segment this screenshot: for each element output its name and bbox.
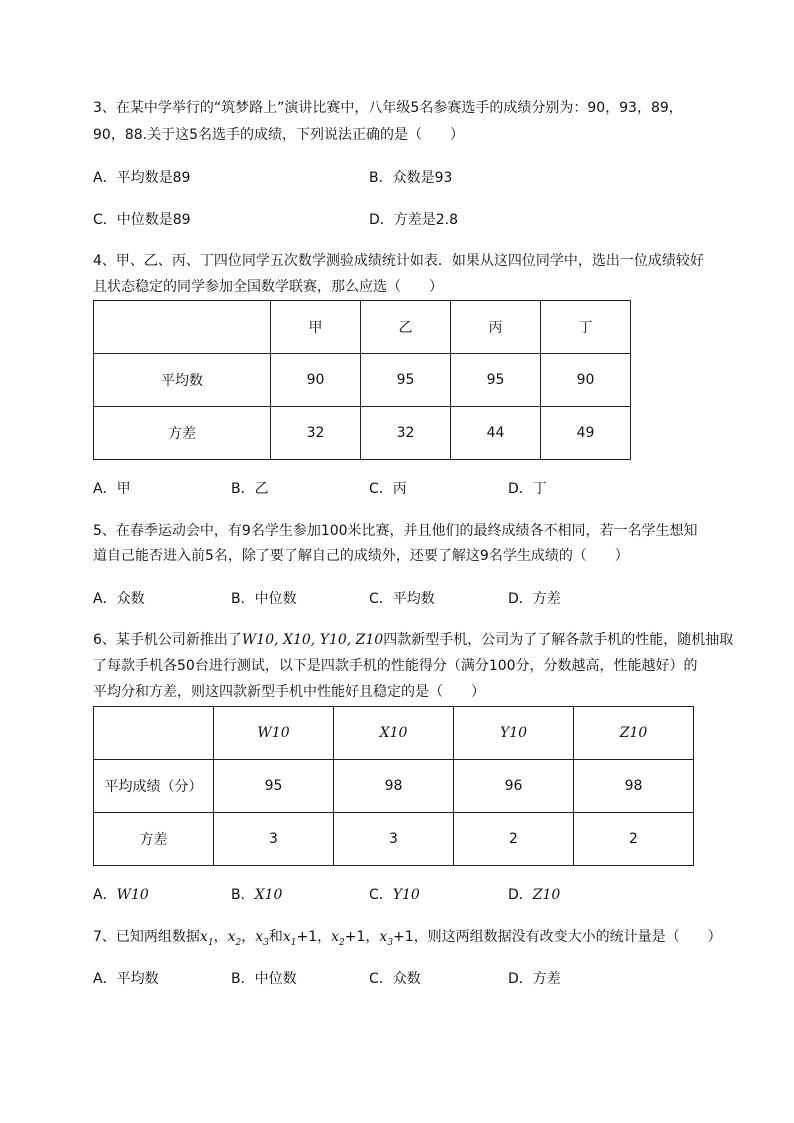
q6-table-cell: 2 [574, 813, 694, 866]
q4-option-b: B．乙 [231, 481, 269, 497]
q6-option-b [231, 885, 282, 905]
q6-model-names: W10, X10, Y10, Z10 [241, 632, 384, 648]
q6-option-d-value: Z10 [532, 887, 561, 903]
q5-line-2: 道自己能否进入前5名，除了要了解自己的成绩外，还要了解这9名学生成绩的（ ） [93, 548, 629, 564]
q5-option-d: D．方差 [508, 591, 561, 607]
q4-table-cell: 32 [271, 407, 361, 460]
q6-table-corner [94, 707, 214, 760]
q4-table-corner [94, 301, 271, 354]
q4-table-header: 甲 [271, 301, 361, 354]
q6-table-row [94, 813, 694, 866]
q7-plus1: +1 [344, 929, 366, 945]
q5-option-a: A．众数 [93, 591, 145, 607]
q4-table [93, 300, 631, 460]
q4-option-c: C．丙 [369, 481, 407, 497]
q7-sep: ， [241, 929, 256, 945]
q4-line-2: 且状态稳定的同学参加全国数学联赛，那么应选（ ） [93, 279, 443, 295]
q3-option-b: B．众数是93 [369, 170, 453, 186]
q7-line-1 [93, 927, 722, 953]
q6-option-d-prefix: D． [508, 887, 533, 903]
q4-option-d: D．丁 [508, 481, 547, 497]
q4-table-cell: 32 [361, 407, 451, 460]
q3-line-1: 3、在某中学举行的“筑梦路上”演讲比赛中，八年级5名参赛选手的成绩分别为：90，93，89， [93, 100, 683, 116]
q7-option-c: C．众数 [369, 971, 421, 987]
q6-table-cell: 96 [454, 760, 574, 813]
q7-plus1: +1 [296, 929, 318, 945]
q3-option-c: C．中位数是89 [93, 212, 191, 228]
q4-table-header: 丙 [451, 301, 541, 354]
q6-table-cell: 98 [574, 760, 694, 813]
q3-option-a: A．平均数是89 [93, 170, 191, 186]
q4-table-cell: 95 [361, 354, 451, 407]
q6-table-cell: 2 [454, 813, 574, 866]
q6-option-b-value: X10 [254, 887, 283, 903]
q4-table-cell: 44 [451, 407, 541, 460]
q7-x1-plus: $x_1$ [282, 929, 297, 948]
q6-table-header: Z10 [574, 707, 694, 760]
q7-x1: $x_1$ [199, 929, 214, 948]
q6-option-a [93, 885, 149, 905]
q6-option-a-value: W10 [116, 887, 149, 903]
q7-post: ，则这两组数据没有改变大小的统计量是（ ） [413, 929, 722, 945]
q6-line-1 [93, 630, 733, 650]
q6-line-1-pre: 6、某手机公司新推出了 [93, 632, 242, 648]
q6-table-header: X10 [334, 707, 454, 760]
q6-table-row [94, 760, 694, 813]
q7-x2: $x_2$ [227, 929, 242, 948]
q6-line-1-post: 四款新型手机，公司为了了解各款手机的性能，随机抽取 [383, 632, 734, 648]
q6-table-cell: 3 [214, 813, 334, 866]
q6-line-3: 平均分和方差，则这四款新型手机中性能好且稳定的是（ ） [93, 684, 485, 700]
q7-sep: ， [317, 929, 332, 945]
q6-table-header: W10 [214, 707, 334, 760]
q6-option-a-prefix: A． [93, 887, 117, 903]
q4-table-cell: 49 [541, 407, 631, 460]
q3-option-d: D．方差是2.8 [369, 212, 459, 228]
q7-pre: 7、已知两组数据 [93, 929, 200, 945]
q7-plus1: +1 [393, 929, 414, 945]
q7-sep: ， [365, 929, 380, 945]
q6-table-header-row [94, 707, 694, 760]
q4-line-1: 4、甲、乙、丙、丁四位同学五次数学测验成绩统计如表．如果从这四位同学中，选出一位成绩较好 [93, 253, 704, 269]
q7-sep: ， [213, 929, 228, 945]
q6-table-row-label: 平均成绩（分） [94, 760, 214, 813]
q6-table [93, 706, 694, 866]
q6-option-c-value: Y10 [392, 887, 420, 903]
q5-option-b: B．中位数 [231, 591, 297, 607]
q4-table-cell: 95 [451, 354, 541, 407]
q6-table-cell: 3 [334, 813, 454, 866]
q6-table-header: Y10 [454, 707, 574, 760]
q6-table-cell: 95 [214, 760, 334, 813]
q7-option-a: A．平均数 [93, 971, 159, 987]
q6-line-2: 了每款手机各50台进行测试，以下是四款手机的性能得分（满分100分，分数越高，性能越好）的 [93, 658, 698, 674]
q4-table-header: 乙 [361, 301, 451, 354]
q4-table-header: 丁 [541, 301, 631, 354]
q7-x3-plus: $x_3$ [379, 929, 394, 948]
q4-table-row-label: 平均数 [94, 354, 271, 407]
q5-line-1: 5、在春季运动会中，有9名学生参加100米比赛，并且他们的最终成绩各不相同，若一名学生想知 [93, 523, 698, 539]
q4-table-row [94, 354, 631, 407]
q6-option-c [369, 885, 420, 905]
q7-option-b: B．中位数 [231, 971, 297, 987]
q6-option-c-prefix: C． [369, 887, 393, 903]
q7-x3: $x_3$ [255, 929, 269, 948]
q4-table-row-label: 方差 [94, 407, 271, 460]
q4-option-a: A．甲 [93, 481, 131, 497]
q3-line-2: 90，88.关于这5名选手的成绩，下列说法正确的是（ ） [93, 127, 464, 143]
q7-x2-plus: $x_2$ [331, 929, 345, 948]
q4-table-cell: 90 [541, 354, 631, 407]
q6-table-cell: 98 [334, 760, 454, 813]
q4-table-row [94, 407, 631, 460]
q7-and: 和 [268, 929, 283, 945]
q6-option-b-prefix: B． [231, 887, 255, 903]
q6-table-row-label: 方差 [94, 813, 214, 866]
q6-option-d [508, 885, 560, 905]
q5-option-c: C．平均数 [369, 591, 435, 607]
q4-table-header-row [94, 301, 631, 354]
q7-option-d: D．方差 [508, 971, 561, 987]
q4-table-cell: 90 [271, 354, 361, 407]
